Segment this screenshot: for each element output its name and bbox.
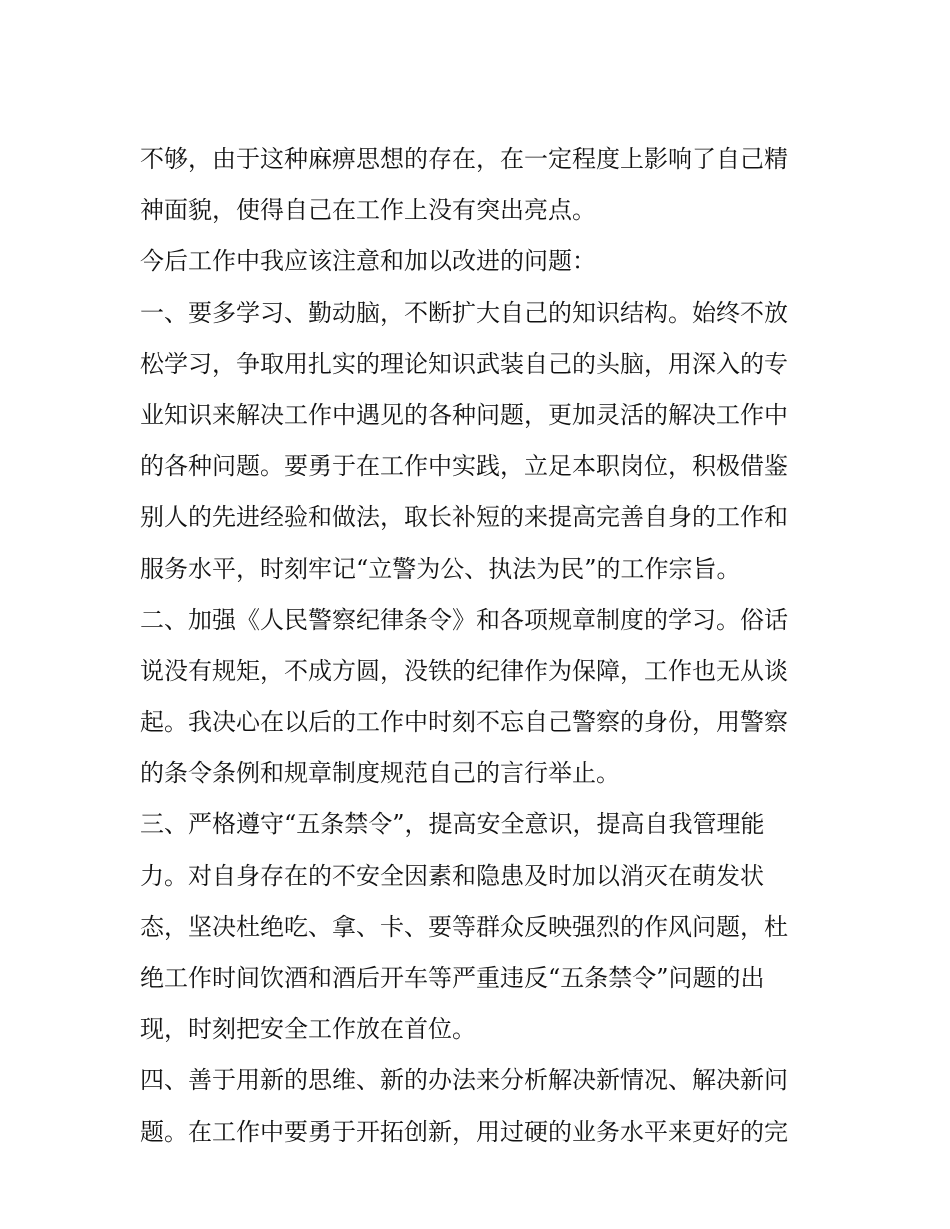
text-line: 题。在工作中要勇于开拓创新，用过硬的业务水平来更好的完 [140,1117,788,1146]
text-line: 力。对自身存在的不安全因素和隐患及时加以消灭在萌发状 [140,861,764,890]
text-line: 的条令条例和规章制度规范自己的言行举止。 [140,759,620,788]
text-line: 业知识来解决工作中遇见的各种问题，更加灵活的解决工作中 [140,400,788,429]
body-text [140,134,820,1158]
text-line: 绝工作时间饮酒和酒后开车等严重违反“五条禁令”问题的出 [140,964,765,992]
text-line: 二、加强《人民警察纪律条令》和各项规章制度的学习。俗话 [140,605,788,634]
text-line: 态，坚决杜绝吃、拿、卡、要等群众反映强烈的作风问题，杜 [140,912,788,941]
text-line: 不够，由于这种麻痹思想的存在，在一定程度上影响了自己精 [140,145,788,173]
text-line: 四、善于用新的思维、新的办法来分析解决新情况、解决新问 [140,1066,788,1095]
text-line: 的各种问题。要勇于在工作中实践，立足本职岗位，积极借鉴 [140,452,788,481]
text-line: 说没有规矩，不成方圆，没铁的纪律作为保障，工作也无从谈 [140,656,788,685]
text-line: 服务水平，时刻牢记“立警为公、执法为民”的工作宗旨。 [140,554,741,583]
text-line: 现，时刻把安全工作放在首位。 [140,1015,476,1044]
text-line: 别人的先进经验和做法，取长补短的来提高完善自身的工作和 [140,503,788,532]
text-line: 一、要多学习、勤动脑，不断扩大自己的知识结构。始终不放 [140,298,788,327]
text-line: 神面貌，使得自己在工作上没有突出亮点。 [140,196,596,225]
text-line: 今后工作中我应该注意和加以改进的问题： [140,247,596,276]
text-line: 三、严格遵守“五条禁令”，提高安全意识，提高自我管理能 [140,810,765,839]
text-line: 松学习，争取用扎实的理论知识武装自己的头脑，用深入的专 [140,349,788,378]
text-line: 起。我决心在以后的工作中时刻不忘自己警察的身份，用警察 [140,708,788,737]
